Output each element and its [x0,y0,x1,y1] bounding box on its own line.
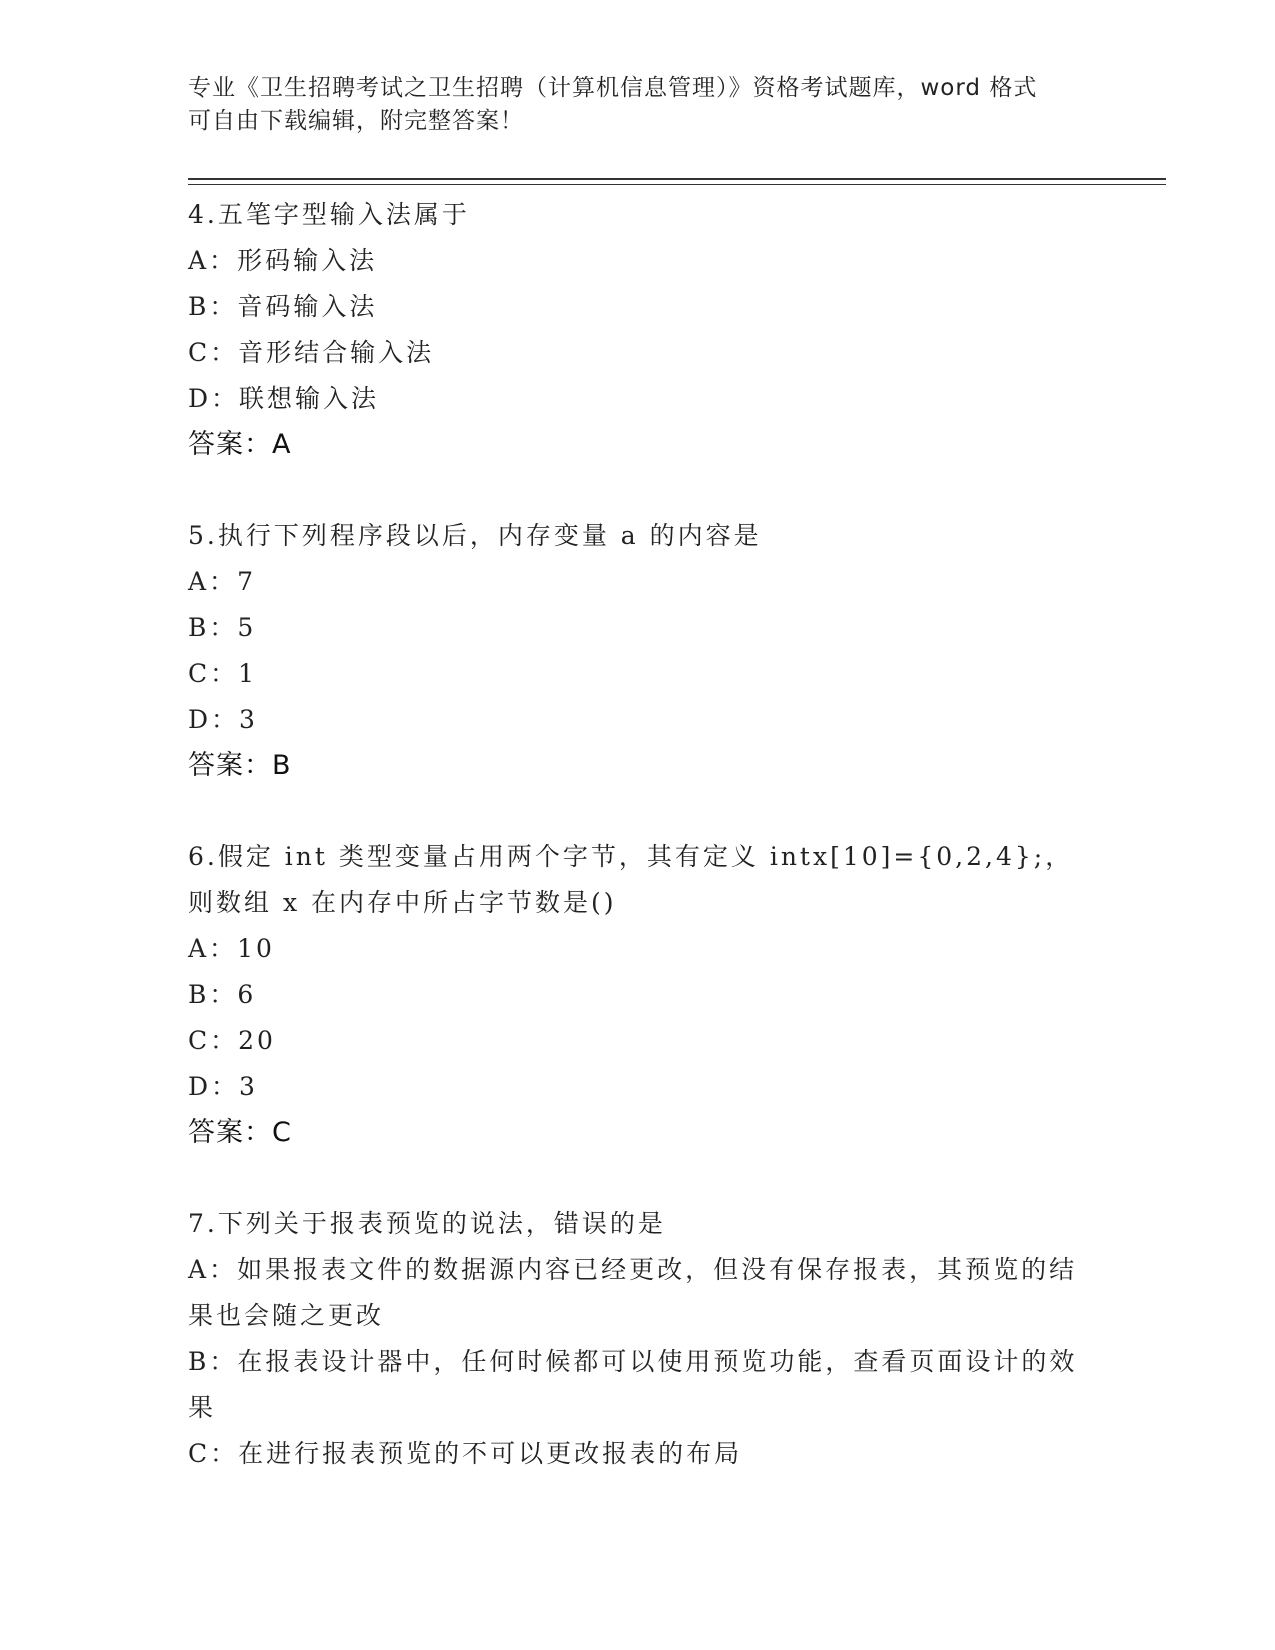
option-text: 音码输入法 [237,292,378,321]
option-letter: B： [188,292,238,321]
option-letter: D： [188,384,240,413]
answer-line: 答案：A [188,429,292,460]
question-5 [188,513,1088,789]
option-letter: A： [188,934,238,963]
option-letter: A： [188,1255,238,1284]
option-c [188,1431,1088,1477]
option-text: 20 [238,1026,276,1055]
option-a [188,1247,1088,1339]
option-text: 5 [237,613,257,642]
question-stem: 7.下列关于报表预览的说法，错误的是 [188,1209,666,1238]
option-c [188,651,1088,697]
option-text: 1 [238,659,258,688]
option-letter: C： [188,1026,239,1055]
answer-line: 答案：C [188,1117,292,1148]
answer-line: 答案：B [188,750,292,781]
option-b [188,605,1088,651]
option-a [188,926,1088,972]
option-text: 形码输入法 [237,246,378,275]
option-text: 7 [237,567,256,596]
option-letter: D： [188,1072,240,1101]
header-line-2: 可自由下载编辑，附完整答案！ [188,108,524,134]
option-text: 如果报表文件的数据源内容已经更改，但没有保存报表，其预览的结果也会随之更改 [188,1255,1078,1330]
question-list [188,192,1088,1522]
option-c [188,330,1088,376]
option-d [188,376,1088,422]
option-c [188,1018,1088,1064]
option-a [188,559,1088,605]
question-stem: 6.假定 int 类型变量占用两个字节，其有定义 intx[10]={0,2,4};，则数组 x 在内存中所占字节数是() [188,842,1074,917]
option-text: 3 [239,1072,258,1101]
option-a [188,238,1088,284]
option-text: 3 [239,705,258,734]
option-b [188,972,1088,1018]
option-letter: D： [188,705,240,734]
option-letter: B： [188,980,238,1009]
option-text: 在进行报表预览的不可以更改报表的布局 [238,1439,743,1468]
option-d [188,1064,1088,1110]
question-6 [188,834,1088,1156]
header-divider [188,178,1166,185]
option-letter: C： [188,1439,239,1468]
header-line-1: 专业《卫生招聘考试之卫生招聘（计算机信息管理）》资格考试题库，word 格式 [188,75,1038,101]
option-b [188,1339,1088,1431]
option-text: 6 [237,980,257,1009]
option-text: 在报表设计器中，任何时候都可以使用预览功能，查看页面设计的效果 [188,1347,1078,1422]
question-7 [188,1201,1088,1477]
question-stem: 5.执行下列程序段以后，内存变量 a 的内容是 [188,521,762,550]
option-letter: C： [188,659,239,688]
page-header [188,72,1088,138]
option-letter: A： [188,246,238,275]
question-stem: 4.五笔字型输入法属于 [188,200,470,229]
option-d [188,697,1088,743]
option-text: 音形结合输入法 [238,338,435,367]
option-letter: B： [188,1347,238,1376]
option-letter: A： [188,567,238,596]
option-letter: C： [188,338,239,367]
option-letter: B： [188,613,238,642]
option-text: 联想输入法 [239,384,380,413]
option-text: 10 [237,934,275,963]
question-4 [188,192,1088,468]
option-b [188,284,1088,330]
